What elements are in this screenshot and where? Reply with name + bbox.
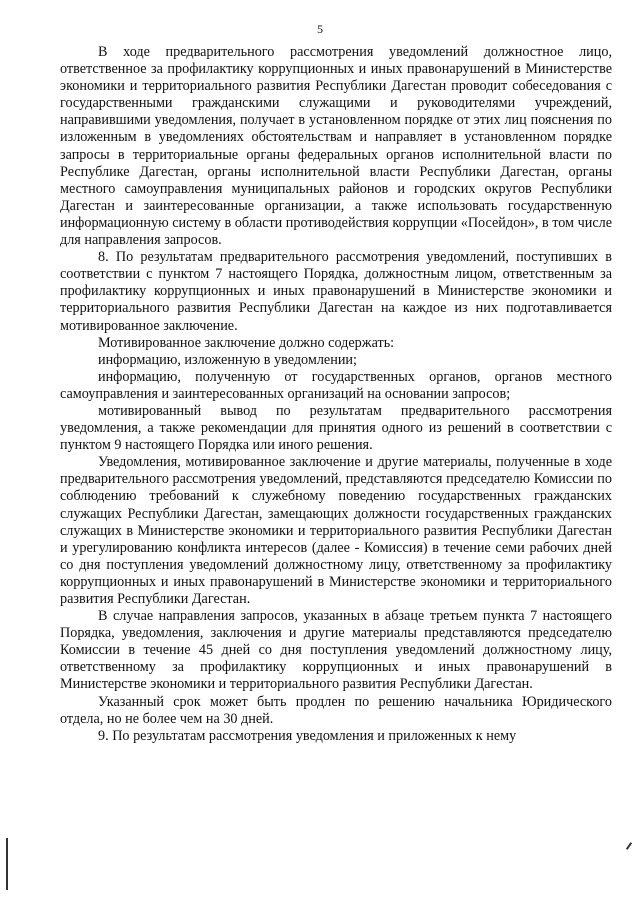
paragraph-notification-info: информацию, изложенную в уведомлении; xyxy=(98,351,357,368)
paragraph-item-8: 8. По результатам предварительного рассмотрения уведомлений, поступивших в соответствии с пунктом 7 настоящего Порядка, должностным лицом, ответственным за профилактику коррупционных и иных правонарушений в Министерстве экономики и территориального развития Республики Дагестан на каждое из них подготавливается мотивированное заключение. xyxy=(60,249,612,334)
paragraph-received-info: информацию, полученную от государственных органов, органов местного самоуправления и заинтересованных организаций на основании запросов; xyxy=(60,368,612,402)
paragraph-item-9: 9. По результатам рассмотрения уведомления и приложенных к нему xyxy=(98,727,517,744)
document-body xyxy=(60,44,612,745)
paragraph-requests-case: В случае направления запросов, указанных в абзаце третьем пункта 7 настоящего Порядка, уведомления, заключения и другие материалы представляются председателю Комиссии в течение 45 дней со дня поступления уведомлений должностному лицу, ответственному за профилактику коррупционных и иных правонарушений в Министерстве экономики и территориального развития Республики Дагестан. xyxy=(60,608,612,693)
scan-artifact-right xyxy=(626,842,632,850)
paragraph-submission-to-commission: Уведомления, мотивированное заключение и другие материалы, полученные в ходе предварительного рассмотрения уведомлений, представляются председателю Комиссии по соблюдению требований к служебному поведению государственных гражданских служащих Республики Дагестан, замещающих должности государственных гражданских служащих в Министерстве экономики и территориального развития Республики Дагестан и урегулированию конфликта интересов (далее - Комиссия) в течение семи рабочих дней со дня поступления уведомлений должностному лицу, ответственному за профилактику коррупционных и иных правонарушений в Министерстве экономики и территориального развития Республики Дагестан. xyxy=(60,454,612,607)
scan-artifact-left xyxy=(6,838,8,890)
paragraph-preliminary-review: В ходе предварительного рассмотрения уведомлений должностное лицо, ответственное за профилактику коррупционных и иных правонарушений в Министерстве экономики и территориального развития Республики Дагестан проводит собеседования с государственными гражданскими служащими и руководителями учреждений, направившими уведомления, получает в установленном порядке от этих лиц пояснения по изложенным в уведомлениях обстоятельствам и направляет в установленном порядке запросы в территориальные органы федеральных органов исполнительной власти по Республике Дагестан, органы исполнительной власти Республики Дагестан, органы местного самоуправления муниципальных районов и городских округов Республики Дагестан и заинтересованные организации, а также использовать государственную информационную систему в области противодействия коррупции «Посейдон», в том числе для направления запросов. xyxy=(60,44,612,249)
paragraph-term-extension: Указанный срок может быть продлен по решению начальника Юридического отдела, но не более чем на 30 дней. xyxy=(60,693,612,727)
page-number: 5 xyxy=(317,22,323,36)
paragraph-conclusion-contents: Мотивированное заключение должно содержать: xyxy=(98,334,395,351)
paragraph-reasoned-conclusion: мотивированный вывод по результатам предварительного рассмотрения уведомления, а также рекомендации для принятия одного из решений в соответствии с пунктом 9 настоящего Порядка или иного решения. xyxy=(60,402,612,454)
